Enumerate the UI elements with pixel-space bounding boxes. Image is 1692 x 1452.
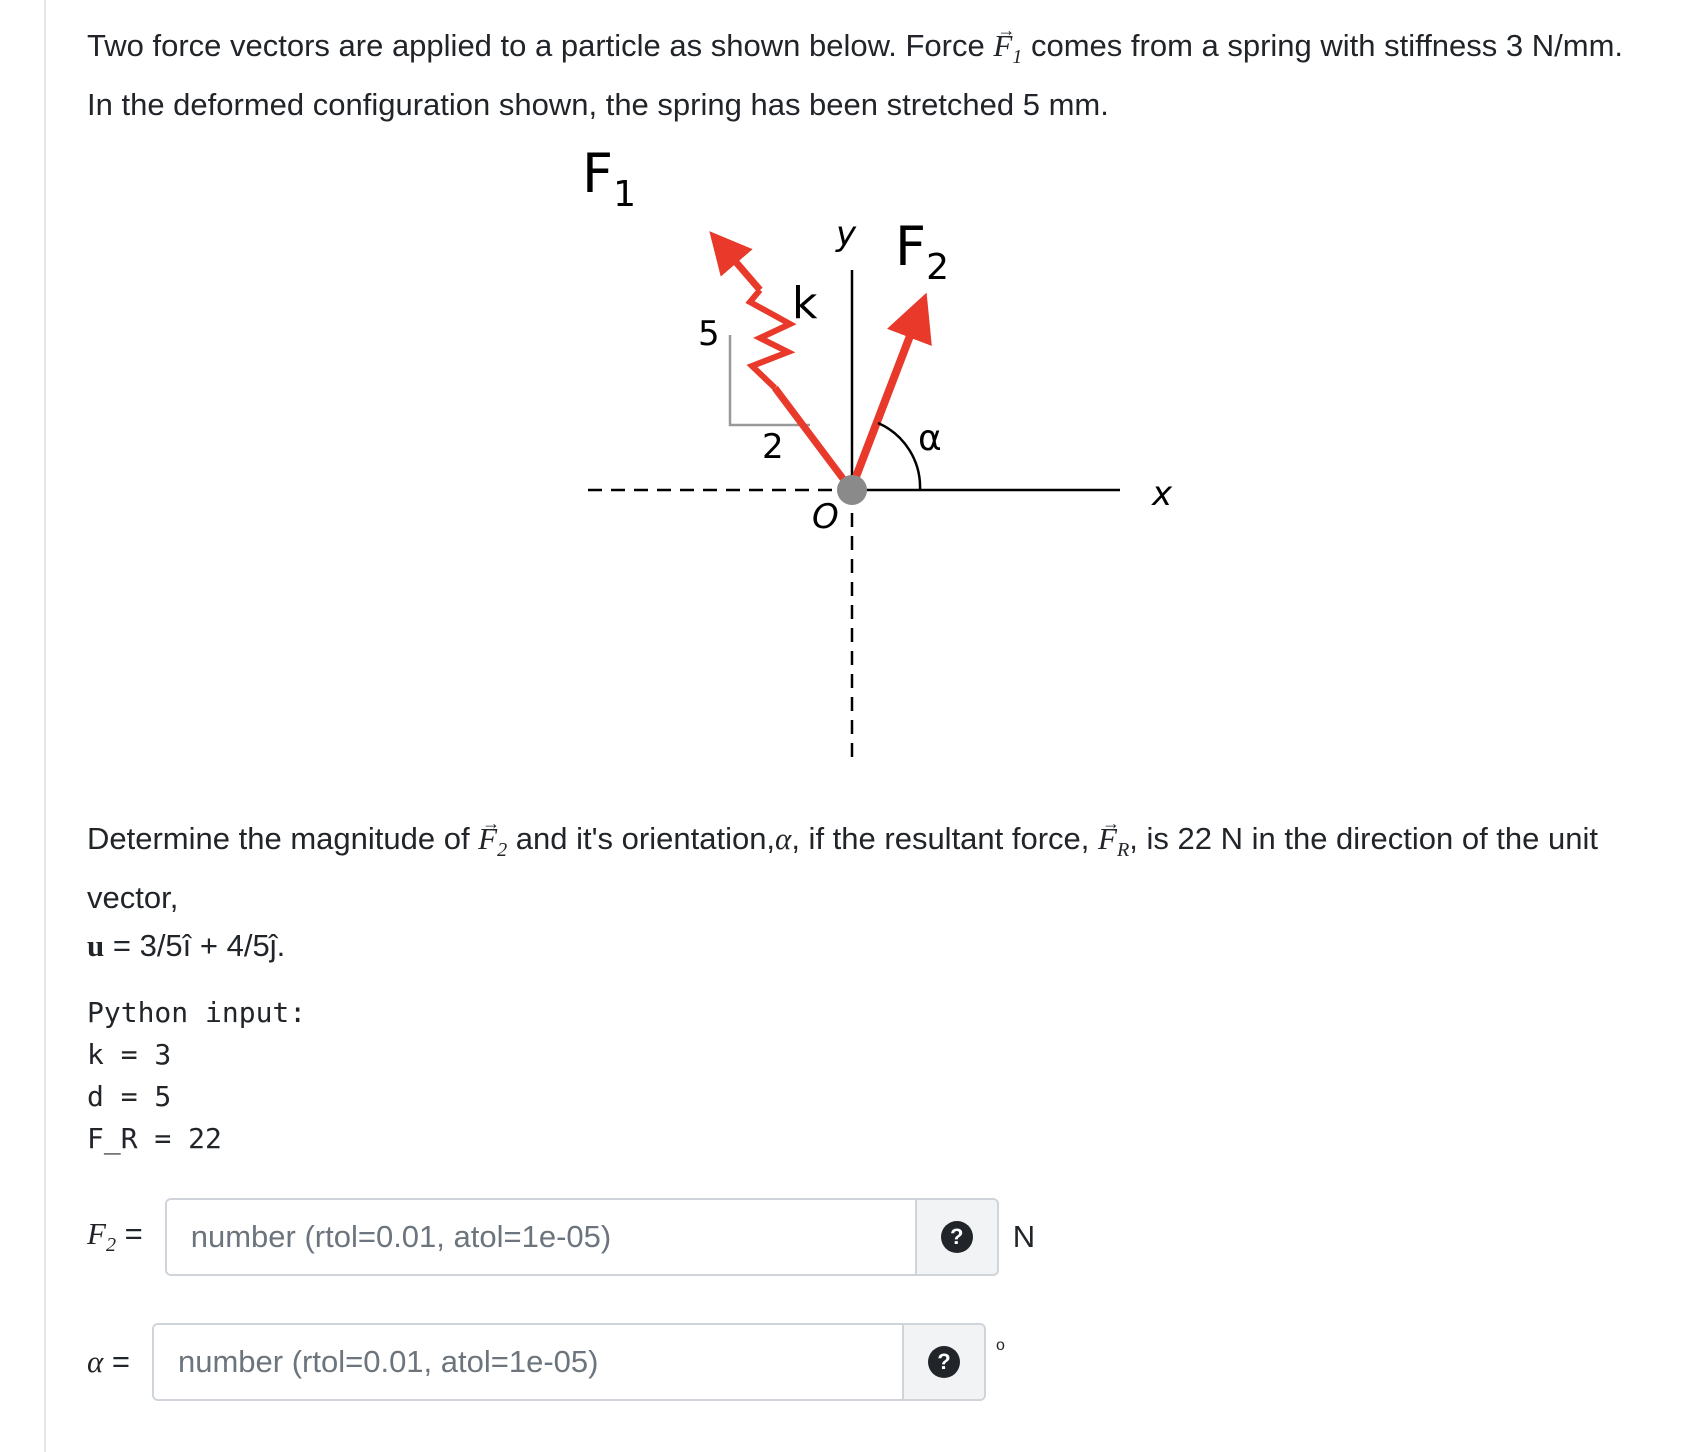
alpha-unit-degree: o xyxy=(996,1337,1005,1354)
alpha-label: α xyxy=(918,418,942,459)
alpha-input[interactable] xyxy=(154,1325,902,1399)
alpha-answer-label: α = xyxy=(87,1344,130,1379)
fr-symbol: → $F_R$ xyxy=(1098,815,1129,874)
f2-help-button[interactable] xyxy=(915,1200,997,1274)
alpha-symbol: α xyxy=(775,821,792,856)
python-input-block xyxy=(87,992,1647,1160)
determine-paragraph: Determine the magnitude of → $F_2$ and it's orientation,α, if the resultant force, → $F_R$, is 22 N in the direction of the unit vector, xyxy=(87,815,1647,922)
particle xyxy=(837,475,867,505)
f1-symbol: → $F_1$ xyxy=(993,22,1022,81)
f2-arrow xyxy=(854,315,918,482)
question-icon: ? xyxy=(941,1221,973,1253)
f2-symbol: → $F_2$ xyxy=(478,815,507,874)
force-diagram xyxy=(520,140,1220,780)
alpha-help-button[interactable] xyxy=(902,1325,984,1399)
f2-answer-label: $F_2$ = xyxy=(87,1216,143,1257)
spring-coil xyxy=(750,290,790,388)
f2-input[interactable] xyxy=(167,1200,915,1274)
alpha-answer-row xyxy=(87,1323,1005,1401)
f2-answer-row xyxy=(87,1198,1035,1276)
intro-text-b: comes from a spring with stiffness 3 N/mm. In the deformed configuration shown, the spring has been stretched 5 mm. xyxy=(87,28,1624,123)
python-input-header: Python input: xyxy=(87,996,307,1029)
unit-vector-line: u = 3/5î + 4/5ĵ. xyxy=(87,928,286,964)
python-line-fr: F_R = 22 xyxy=(87,1122,222,1155)
intro-paragraph xyxy=(87,22,1647,129)
origin-label: O xyxy=(812,497,839,537)
f1-lower-segment xyxy=(775,388,844,480)
intro-text-a: Two force vectors are applied to a particle as shown below. Force xyxy=(87,28,994,63)
question-body xyxy=(87,22,1647,129)
y-axis-label: y xyxy=(836,214,857,254)
alpha-input-group xyxy=(152,1323,986,1401)
alpha-arc xyxy=(878,423,920,490)
spring-k-label: k xyxy=(792,278,818,329)
run-label: 2 xyxy=(762,427,784,467)
f2-input-group xyxy=(165,1198,999,1276)
f1-arrow xyxy=(723,247,760,290)
f1-label: $F_1$ xyxy=(582,142,636,215)
x-axis-label: x xyxy=(1152,474,1173,514)
left-border xyxy=(44,0,46,1452)
python-line-d: d = 5 xyxy=(87,1080,172,1113)
determine-block xyxy=(87,815,1647,970)
f2-label: $F_2$ xyxy=(895,215,949,288)
question-icon: ? xyxy=(928,1346,960,1378)
rise-label: 5 xyxy=(698,314,720,354)
f2-unit: N xyxy=(1012,1219,1036,1254)
python-line-k: k = 3 xyxy=(87,1038,172,1071)
